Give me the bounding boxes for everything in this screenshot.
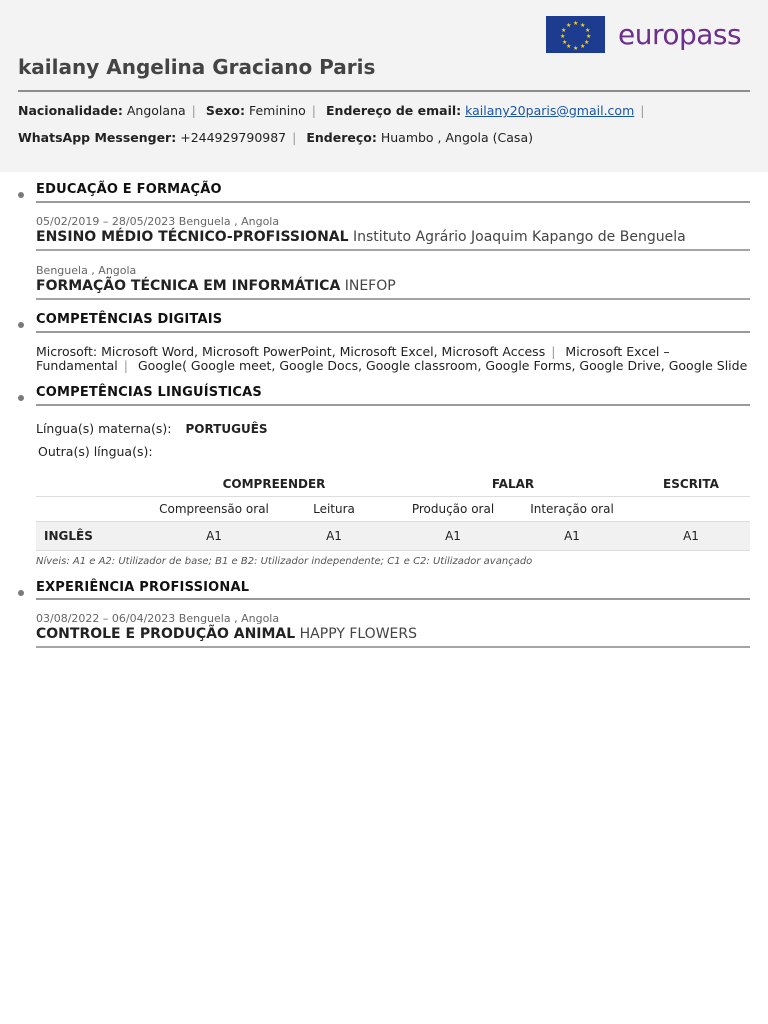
level-cell: A1 — [512, 522, 632, 551]
email-label: Endereço de email: — [326, 103, 462, 118]
education-entry-1-org: Instituto Agrário Joaquim Kapango de Benguela — [353, 229, 686, 245]
language-table — [36, 472, 750, 551]
eu-flag-icon: ★ ★ ★ ★ ★ ★ ★ ★ ★ ★ ★ ★ — [546, 16, 605, 53]
subheader-spoken-production: Produção oral — [394, 497, 512, 522]
personal-info-line-1: Nacionalidade: Angolana | Sexo: Feminino | Endereço de email: kailany20paris@gmail.com | — [18, 103, 645, 118]
section-bullet — [18, 192, 24, 198]
nationality-label: Nacionalidade: — [18, 103, 123, 118]
whatsapp-value: +244929790987 — [180, 130, 287, 145]
divider — [18, 90, 750, 92]
section-title-education: EDUCAÇÃO E FORMAÇÃO — [36, 182, 222, 197]
other-languages-label: Outra(s) língua(s): — [38, 444, 153, 459]
entry-rule — [36, 249, 750, 251]
section-rule — [36, 598, 750, 600]
level-cell: A1 — [394, 522, 512, 551]
section-rule — [36, 331, 750, 333]
section-rule — [36, 201, 750, 203]
group-header-understanding: COMPREENDER — [222, 477, 326, 491]
level-cell: A1 — [274, 522, 394, 551]
education-entry-2-org: INEFOP — [344, 278, 396, 294]
cv-header — [0, 0, 768, 172]
section-bullet — [18, 322, 24, 328]
sex-value: Feminino — [248, 103, 306, 118]
section-title-experience: EXPERIÊNCIA PROFISSIONAL — [36, 580, 250, 595]
experience-entry-1-title: CONTROLE E PRODUÇÃO ANIMAL — [36, 626, 296, 642]
digital-skill-item: Google( Google meet, Google Docs, Google classroom, Google Forms, Google Drive, Google Slide — [137, 358, 748, 373]
entry-rule — [36, 646, 750, 648]
education-entry-2 — [36, 278, 396, 294]
mother-tongue-value: PORTUGUÊS — [185, 422, 268, 436]
education-entry-2-meta: Benguela , Angola — [36, 264, 137, 277]
mother-tongue-label: Língua(s) materna(s): — [36, 421, 172, 436]
group-header-writing: ESCRITA — [663, 477, 719, 491]
personal-info-line-2: WhatsApp Messenger: +244929790987 | Endereço: Huambo , Angola (Casa) — [18, 130, 533, 145]
email-link[interactable]: kailany20paris@gmail.com — [465, 103, 635, 118]
digital-skill-item: Microsoft: Microsoft Word, Microsoft PowerPoint, Microsoft Excel, Microsoft Access — [36, 344, 546, 359]
section-title-digital: COMPETÊNCIAS DIGITAIS — [36, 312, 223, 327]
section-bullet — [18, 590, 24, 596]
digital-skill-item: Microsoft Excel – Fundamental — [36, 344, 670, 373]
language-name: INGLÊS — [36, 522, 154, 551]
experience-entry-1 — [36, 626, 417, 642]
section-bullet — [18, 395, 24, 401]
address-value: Huambo , Angola (Casa) — [380, 130, 533, 145]
education-entry-1 — [36, 229, 686, 245]
mother-tongue-row — [36, 421, 268, 436]
level-cell: A1 — [154, 522, 274, 551]
experience-entry-1-meta: 03/08/2022 – 06/04/2023 Benguela , Angola — [36, 612, 280, 625]
group-header-speaking: FALAR — [491, 477, 535, 491]
levels-note: Níveis: A1 e A2: Utilizador de base; B1 e B2: Utilizador independente; C1 e C2: Utilizador avançado — [36, 556, 533, 567]
experience-entry-1-org: HAPPY FLOWERS — [299, 626, 417, 642]
digital-skills-list: Microsoft: Microsoft Word, Microsoft PowerPoint, Microsoft Excel, Microsoft Access | Microsoft Excel – Fundamental | Google( Google meet, Google Docs, Google classroom, Google Forms, Google Drive, Google Slide — [36, 344, 748, 373]
language-table-group-header — [36, 472, 750, 497]
subheader-spoken-interaction: Interação oral — [512, 497, 632, 522]
sex-label: Sexo: — [205, 103, 245, 118]
subheader-reading: Leitura — [274, 497, 394, 522]
level-cell: A1 — [632, 522, 750, 551]
education-entry-2-title: FORMAÇÃO TÉCNICA EM INFORMÁTICA — [36, 278, 341, 294]
education-entry-1-title: ENSINO MÉDIO TÉCNICO-PROFISSIONAL — [36, 229, 349, 245]
section-rule — [36, 404, 750, 406]
subheader-listening: Compreensão oral — [154, 497, 274, 522]
person-name: kailany Angelina Graciano Paris — [18, 55, 376, 79]
nationality-value: Angolana — [126, 103, 186, 118]
entry-rule — [36, 298, 750, 300]
europass-wordmark: europass — [618, 18, 742, 51]
address-label: Endereço: — [306, 130, 377, 145]
education-entry-1-meta: 05/02/2019 – 28/05/2023 Benguela , Angola — [36, 215, 280, 228]
europass-logo — [546, 16, 741, 53]
table-row — [36, 522, 750, 551]
whatsapp-label: WhatsApp Messenger: — [18, 130, 177, 145]
section-title-languages: COMPETÊNCIAS LINGUÍSTICAS — [36, 385, 262, 400]
language-table-subheader — [36, 497, 750, 522]
